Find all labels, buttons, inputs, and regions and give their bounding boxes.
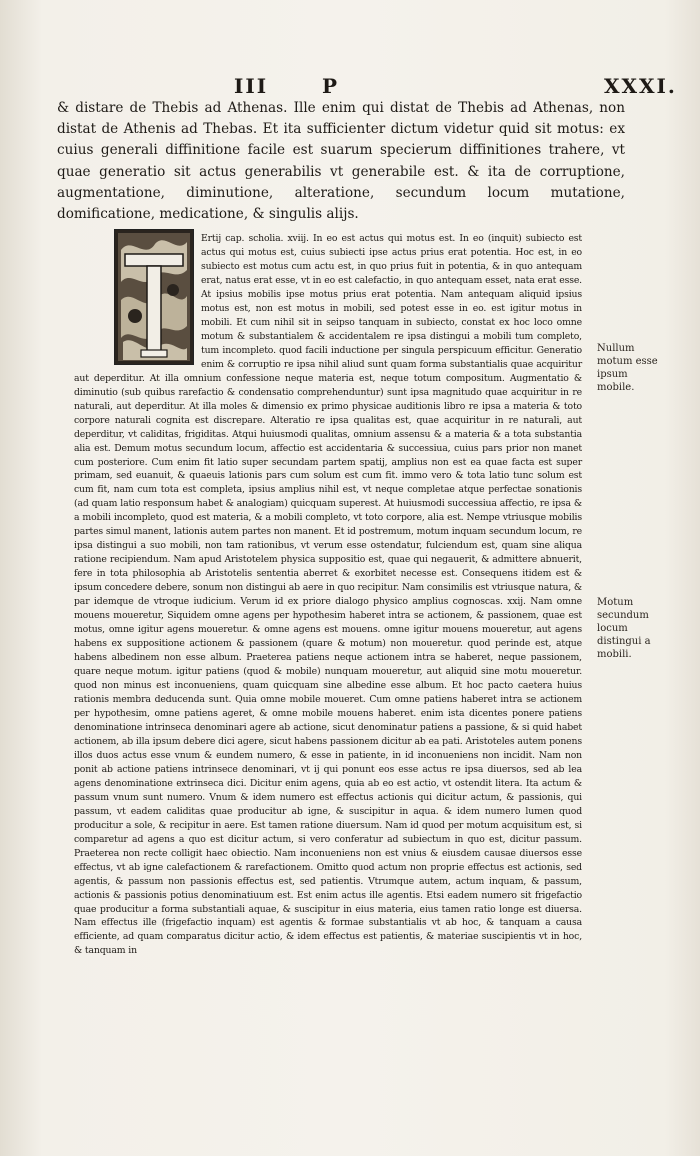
commentary-column [74,232,582,958]
folio-number: XXXI. [604,74,677,98]
commentary-text: Ertij cap. scholia. xviij. In eo est actus qui motus est. In eo (inquit) subiecto est actus qui motus est, cuius subiecti ipse actus prius erat potentia. Hoc est, in eo subiecto est motus cum actu est, in quo prius fuit in potentia, & in quo antequam erat, natus erat esse, vt in eo est calefactio, in quo antequam esset, nata erat esse. At ipsius mobilis ipse motus prius erat potentia. Nam antequam aliquid ipsius motus est, non est motus in mobili, sed potest esse in eo. est igitur motus in mobili. Et cum nihil sit in seipso tanquam in subiecto, constat ex hoc loco omne motum & substantialem & accidentalem re ipsa distingui a mobili tum completo, tum incompleto. quod facili inductione per singula perspicuum efficitur. Generatio enim & corruptio re ipsa nihil aliud sunt quam forma substantialis quae acquiritur aut deperditur. At illa omnium confessione neque materia est, neque totum compositum. Augmentatio & diminutio (sub quibus rarefactio & condensatio comprehenduntur) sunt ipsa magnitudo quae acquiritur in re naturali, aut deperditur. At illa moles & dimensio ex primo physicae auditionis libro re ipsa a materia & toto corpore naturali cognita est discrepare. Alteratio re ipsa qualitas est, quae acquiritur in re naturali, aut deperditur, vt caliditas, frigiditas. Atqui huiusmodi qualitas, omnium assensu & a materia & a tota substantia alia est. Demum motus secundum locum, affectio est accidentaria & successiua, cuius pars prior non manet cum posteriore. Cum enim fit latio super secundam partem spatij, amplius non est ea quae facta est super primam, sed euanuit, & quaeuis lationis pars cum solum est cum fit. immo vero & tota latio tunc solum est cum fit, nam cum tota est completa, ipsius amplius nihil est, vt neque completae atque perfectae sonationis (ad quam latio responsum habet & analogiam) quicquam superest. At huiusmodi successiua affectio, re ipsa & a mobili incompleto, quod est materia, & a mobili completo, vt toto corpore, alia est. Nempe vtriusque mobilis partes simul manent, lationis autem partes non manent. Et id postremum, motum inquam secundum locum, re ipsa distingui a suo mobili, non tam rationibus, vt verum esse ostendatur, fulciendum est, quam sine aliqua ratione recipiendum. Nam apud Aristotelem physica suppositio est, quae qui negauerit, & admittere abnuerit, fere in tota philosophia ab Aristotelis sententia aberret & exorbitet necesse est. Consequens itidem est & ipsum concedere debere, sonum non distingui ab aere in quo recipitur. Nam consimilis est vtriusque natura, & par idemque de vtroque iudicium. Verum id ex priore dialogo physico amplius cognoscas. xxij. Nam omne mouens moueretur, Siquidem omne agens per hypothesim haberet intra se actionem, & passionem, quae est motus, omne igitur agens moueretur. & omne agens est mouens. omne igitur mouens moueretur, aut agens habens ex suppositione actionem & passionem (quare & motum) non moueretur. quod perinde est, atque habens albedinem non esse album. Praeterea patiens neque actionem intra se haberet, neque passionem, quare neque motum. igitur patiens (quod & mobile) nunquam moueretur, aut aliquid sine motu moueretur. quod non minus est inconueniens, quam quicquam sine albedine esse album. Et hoc pacto caetera huius rationis membra deducenda sunt. Quia omne mobile moueret. Cum omne patiens haberet intra se actionem per hypothesim, omne patiens ageret, & omne mobile mouens haberet. enim ista dicentes ponere patiens denominatione intrinseca denominari agere ab actione, sicut denominatur patiens a passione, & si quid habet actionem, ab illa ipsum debere dici agere, sicut habens passionem dicitur ab ea pati. Aristoteles autem ponens illos duos actus esse vnum & eundem numero, & esse in patiente, in id inconueniens non incidit. Nam non ponit ab actione patiens intrinsece denominari, vt ij qui ponunt eos esse actus re ipsa diuersos, sed ab lea agens denominatione extrinseca dici. Dicitur enim agens, quia ab eo est actio, vt ostendit litera. Ita actum & passum vnum sunt numero. Vnum & idem numero est effectus actionis qui dicitur actum, & passionis, qui passum, vt eadem caliditas quae producitur ab igne, & suscipitur in aqua. & idem numero lumen quod producitur a sole, & recipitur in aere. Est tamen ratione diuersum. Nam id quod per motum acquisitum est, si comparetur ad agens a quo est dicitur actum, si vero conferatur ad subiectum in quo est, dicitur passum. Praeterea non recte colligit haec obiectio. Nam inconueniens non est vnius & eiusdem causae diuersos esse effectus, vt ab igne calefactionem & rarefactionem. Omitto quod actum non proprie effectus est actionis, sed agentis, & passum non passionis effectus est, sed patientis. Vtrumque autem, actum inquam, & passum, actionis & passionis potius denominatiuum est. Est enim actus ille agentis. Etsi eadem numero sit frigefactio quae producitur a forma substantiali aquae, & suscipitur in eius materia, eius tamen ratio longe est diuersa. Nam effectus ille (frigefactio inquam) est agentis & formae substantialis vt ab hoc, & tanquam a causa efficiente, ad quam comparatus dicitur actio, & idem effectus est patientis, & materiae suscipientis vt in hoc, & tanquam in [74,233,582,957]
margin-note: Motum secundum locum distingui a mobili. [597,597,651,660]
margin-note: Nullum motum esse ipsum mobile. [597,343,658,393]
header-signature: III [234,74,269,98]
header-section-letter: P [322,74,340,98]
intro-paragraph: & distare de Thebis ad Athenas. Ille enim qui distat de Thebis ad Athenas, non distat de Athenis ad Thebas. Et ita sufficienter dictum videtur quid sit motus: ex cuius generali diffinitione facile est suarum specierum diffinitiones trahere, vt quae generatio sit actus generabilis vt generabile est. & ita de corruptione, augmentatione, diminutione, alteratione, secundum locum mutatione, domificatione, medicatione, & singulis alijs. [57,100,625,223]
